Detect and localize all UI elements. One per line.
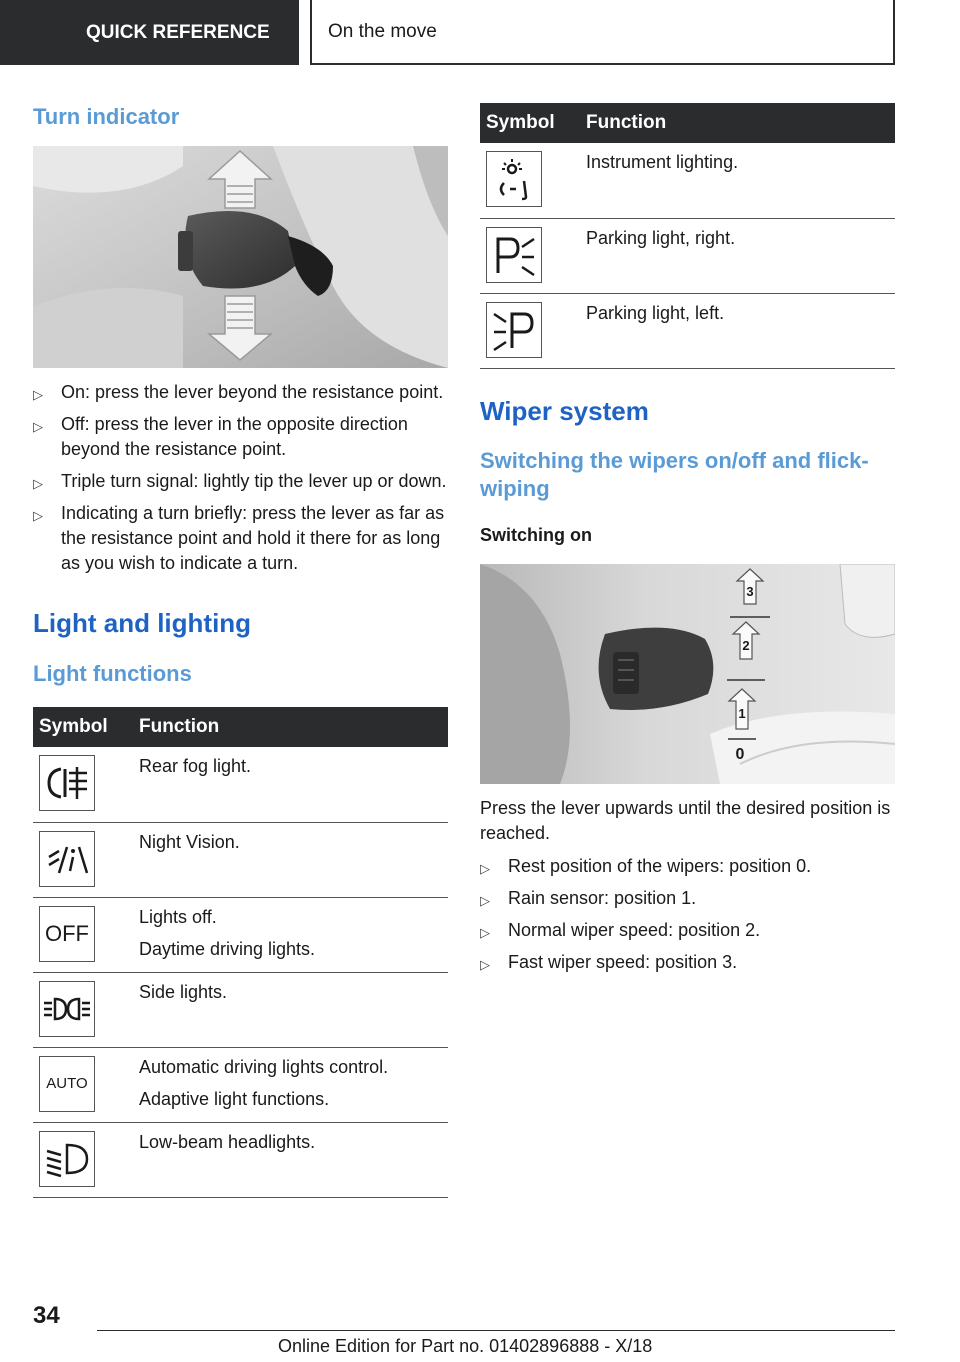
wiper-subheading: Switching the wipers on/off and flick-wiping	[480, 447, 869, 501]
table-header-function: Function	[139, 707, 448, 747]
left-column	[33, 100, 448, 1198]
night-vision-icon	[39, 831, 95, 887]
turn-indicator-heading: Turn indicator	[33, 104, 180, 129]
function-text: Daytime driving lights.	[139, 938, 316, 959]
table-header-function: Function	[586, 103, 895, 143]
triangle-bullet-icon: ▷	[33, 476, 43, 491]
table-row	[33, 747, 448, 822]
light-heading: Light and lighting	[33, 608, 252, 638]
footer-edition: Online Edition for Part no. 01402896888 - X/18	[278, 1336, 653, 1356]
list-item: ▷ Rain sensor: position 1.	[480, 886, 895, 911]
off-icon	[39, 906, 95, 962]
footer-divider	[97, 1330, 895, 1331]
triangle-bullet-icon: ▷	[480, 892, 490, 908]
instrument-lighting-icon	[486, 151, 542, 207]
table-row	[480, 218, 895, 293]
list-item: ▷ Triple turn signal: lightly tip the lever up or down.	[33, 469, 448, 494]
triangle-bullet-icon: ▷	[480, 860, 490, 876]
table-header-symbol: Symbol	[33, 707, 139, 747]
turn-indicator-photo	[33, 146, 448, 368]
wiper-heading: Wiper system	[480, 395, 649, 426]
light-functions-heading: Light functions	[33, 661, 192, 686]
list-item: ▷ Off: press the lever in the opposite direction beyond the resistance point.	[33, 414, 408, 459]
section-tab[interactable]	[0, 0, 299, 65]
table-header-symbol: Symbol	[480, 103, 586, 143]
chapter-title: On the move	[310, 0, 895, 65]
table-row	[480, 293, 895, 368]
auto-icon	[39, 1056, 95, 1112]
low-beam-icon	[39, 1131, 95, 1187]
wiper-positions-list	[480, 854, 895, 975]
position-3-label: 3	[746, 583, 754, 599]
right-column	[480, 103, 895, 982]
function-text: Automatic driving lights control.	[139, 1056, 389, 1077]
triangle-bullet-icon: ▷	[480, 956, 490, 972]
function-text: Parking light, right.	[586, 227, 736, 248]
function-text: Night Vision.	[139, 831, 240, 852]
function-text: Low-beam headlights.	[139, 1131, 316, 1152]
switching-on-heading: Switching on	[480, 524, 592, 545]
wiper-intro: Press the lever upwards until the desired position is reached.	[480, 797, 891, 843]
triangle-bullet-icon: ▷	[33, 508, 43, 523]
function-text: Rear fog light.	[139, 756, 252, 776]
rear-fog-light-icon	[39, 755, 95, 811]
section-tab-label: QUICK REFERENCE	[86, 21, 270, 43]
position-0-label: 0	[735, 745, 745, 763]
function-text: Lights off.	[139, 906, 217, 927]
off-symbol-text: OFF	[45, 920, 89, 946]
table-row	[33, 897, 448, 972]
triangle-bullet-icon: ▷	[33, 419, 43, 434]
function-text: Side lights.	[139, 981, 228, 1002]
list-item: ▷ Indicating a turn briefly: press the lever as far as the resistance point and hold it there for as long as you wish to indicate a turn.	[33, 503, 445, 573]
list-item: ▷ Rest position of the wipers: position 0.	[480, 854, 895, 879]
side-lights-icon	[39, 981, 95, 1037]
function-text: Instrument lighting.	[586, 152, 739, 172]
table-row	[480, 143, 895, 218]
triangle-bullet-icon: ▷	[33, 387, 43, 402]
table-row	[33, 972, 448, 1047]
position-2-label: 2	[742, 637, 750, 653]
list-item: ▷ On: press the lever beyond the resistance point.	[33, 380, 448, 405]
page-number: 34	[33, 1302, 60, 1329]
parking-light-right-icon	[486, 227, 542, 283]
parking-light-left-icon	[486, 302, 542, 358]
lighting-symbols-table	[480, 103, 895, 369]
wiper-lever-photo	[480, 564, 895, 784]
table-row	[33, 1122, 448, 1197]
table-row	[33, 1047, 448, 1122]
position-1-label: 1	[738, 705, 746, 721]
turn-indicator-list	[33, 380, 448, 576]
list-item: ▷ Fast wiper speed: position 3.	[480, 950, 895, 975]
table-row	[33, 822, 448, 897]
auto-symbol-text: AUTO	[46, 1075, 88, 1092]
function-text: Adaptive light functions.	[139, 1088, 330, 1109]
triangle-bullet-icon: ▷	[480, 924, 490, 940]
light-functions-table	[33, 707, 448, 1198]
function-text: Parking light, left.	[586, 302, 725, 323]
list-item: ▷ Normal wiper speed: position 2.	[480, 918, 895, 943]
